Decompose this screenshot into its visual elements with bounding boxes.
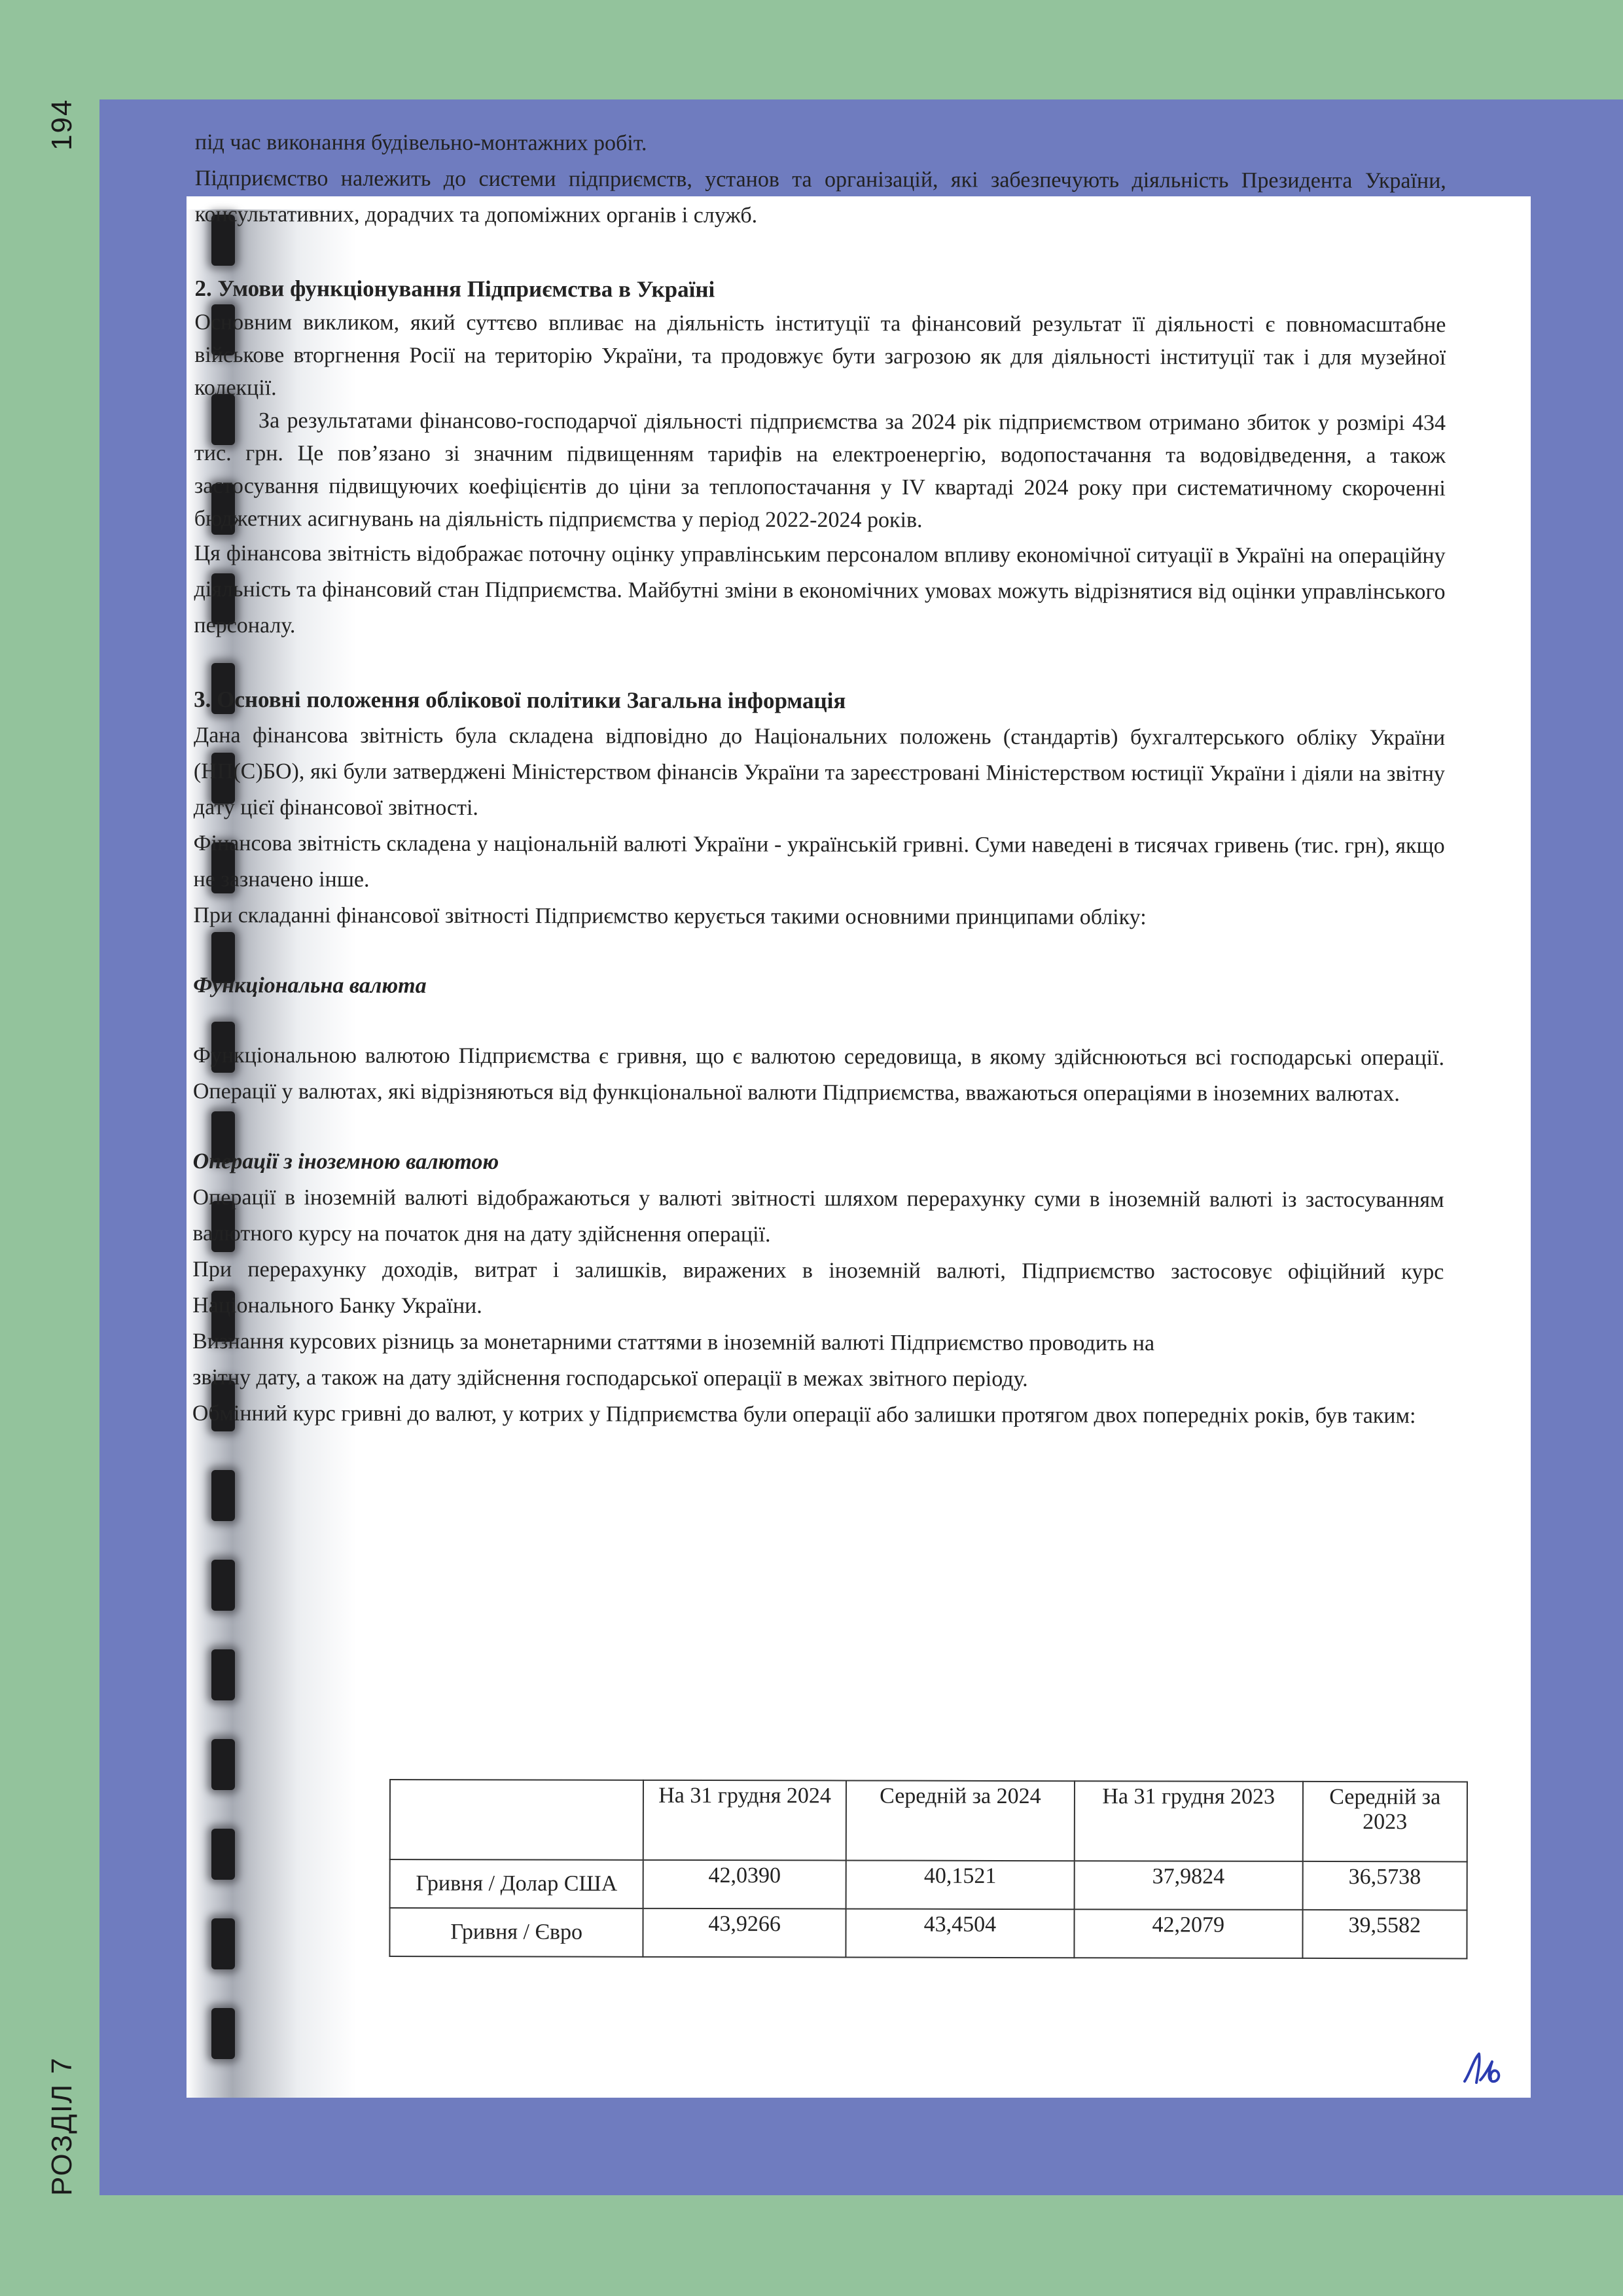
paragraph: За результатами фінансово-господарчої діяльності підприємства за 2024 рік підприємством отримано збиток у розмірі 434 тис. грн. Це пов’язано зі значним підвищенням тарифів на електроенергію, водопостачання та водовідведення, а також застосування підвищуючих коефіцієнтів до ціни за теплопостачання у IV квартаді 2024 року при систематичному скороченні бюджетних асигнувань на діяльність підприємства у період 2022-2024 років. [194,408,1446,533]
paragraph: під час виконання будівельно-монтажних робіт. [194,130,647,156]
table-cell: Гривня / Євро [389,1908,643,1957]
paragraph: Визнання курсових різниць за монетарними статтями в іноземній валюті Підприємство проводить на [192,1329,1155,1356]
paragraph: При складанні фінансової звітності Підприємство керується такими основними принципами обліку: [193,903,1147,930]
table-header-cell: На 31 грудня 2024 [643,1780,846,1861]
table-cell: 42,0390 [643,1860,846,1909]
binding-hole [211,1649,235,1700]
page-number: 194 [46,98,78,151]
table-header-cell [390,1780,644,1860]
subsection-heading: Функціональна валюта [193,973,427,998]
handwritten-signature [1461,2047,1507,2087]
table-cell: 42,2079 [1074,1909,1302,1958]
binding-hole [211,2008,235,2059]
section-label: РОЗДІЛ 7 [46,2056,78,2196]
paragraph: Функціональною валютою Підприємства є гривня, що є валютою середовища, в якому здійснюються всі господарські операції. Операції у валютах, які відрізняються від функціональної валюти Підприємства, вважаються операціями в іноземних валютах. [192,1043,1445,1106]
table-cell: 37,9824 [1075,1861,1303,1910]
exchange-rate-table [389,1779,1468,1959]
binding-hole [211,1560,235,1611]
table-cell: 36,5738 [1302,1861,1467,1910]
binding-hole [211,1918,235,1969]
table-cell: 43,9266 [643,1909,846,1958]
table-cell: 39,5582 [1302,1910,1467,1959]
table-header-cell: Середній за 2023 [1302,1782,1467,1862]
paragraph: Операції в іноземній валюті відображаються у валюті звітності шляхом перерахунку суми в іноземній валюті із застосуванням валютного курсу на початок дня на дату здійснення операції. [192,1185,1444,1247]
table-cell: 40,1521 [846,1860,1074,1909]
paragraph: звітну дату, а також на дату здійснення господарської операції в межах звітного періоду. [192,1365,1028,1391]
binding-hole [211,1829,235,1880]
table-cell: 43,4504 [846,1909,1074,1958]
table-row [389,1908,1467,1958]
section-heading: 3. Основні положення облікової політики Загальна інформація [194,686,846,714]
paragraph: При перерахунку доходів, витрат і залишків, виражених в іноземній валюті, Підприємство застосовує офіційний курс Національного Банку України. [192,1257,1444,1318]
paragraph: Фінансова звітність складена у національній валюті України - українській гривні. Суми наведені в тисячах гривень (тис. грн), якщо не зазначено інше. [193,831,1445,892]
binding-hole [211,1470,235,1521]
document-body [192,124,1446,1434]
paragraph: Підприємство належить до системи підприємств, установ та організацій, які забезпечують діяльність Президента України, консультативних, дорадчих та допоміжних органів і служб. [194,166,1446,228]
binding-hole [211,1739,235,1790]
table-cell: Гривня / Долар США [390,1859,644,1909]
paragraph: Обмінний курс гривні до валют, у котрих у Підприємства були операції або залишки протягом двох попередніх років, був таким: [192,1401,1416,1428]
section-heading: 2. Умови функціонування Підприємства в Україні [194,275,715,302]
paragraph: Дана фінансова звітність була складена відповідно до Національних положень (стандартів) бухгалтерського обліку України (НП(С)БО), які були затверджені Міністерством фінансів України та зареєстровані Міністерством юстиції України і діяли на звітну дату цієї фінансової звітності. [193,723,1446,820]
table-header-cell: На 31 грудня 2023 [1075,1781,1303,1861]
subsection-heading: Операції з іноземною валютою [192,1149,499,1174]
table-header-cell: Середній за 2024 [846,1780,1075,1861]
paragraph: Ця фінансова звітність відображає поточну оцінку управлінським персоналом впливу економічної ситуації в Україні на операційну діяльність та фінансовий стан Підприємства. Майбутні зміни в економічних умовах можуть відрізнятися від оцінки управлінського персоналу. [194,541,1446,638]
table-row [390,1859,1467,1910]
table-header-row [390,1780,1467,1861]
paragraph: Основним викликом, який суттєво впливає на діяльність інституції та фінансовий результат її діяльності є повномасштабне військове вторгнення Росії на територію України, та продовжує бути загрозою як для діяльності інституції так і для музейної колекції. [194,310,1446,401]
